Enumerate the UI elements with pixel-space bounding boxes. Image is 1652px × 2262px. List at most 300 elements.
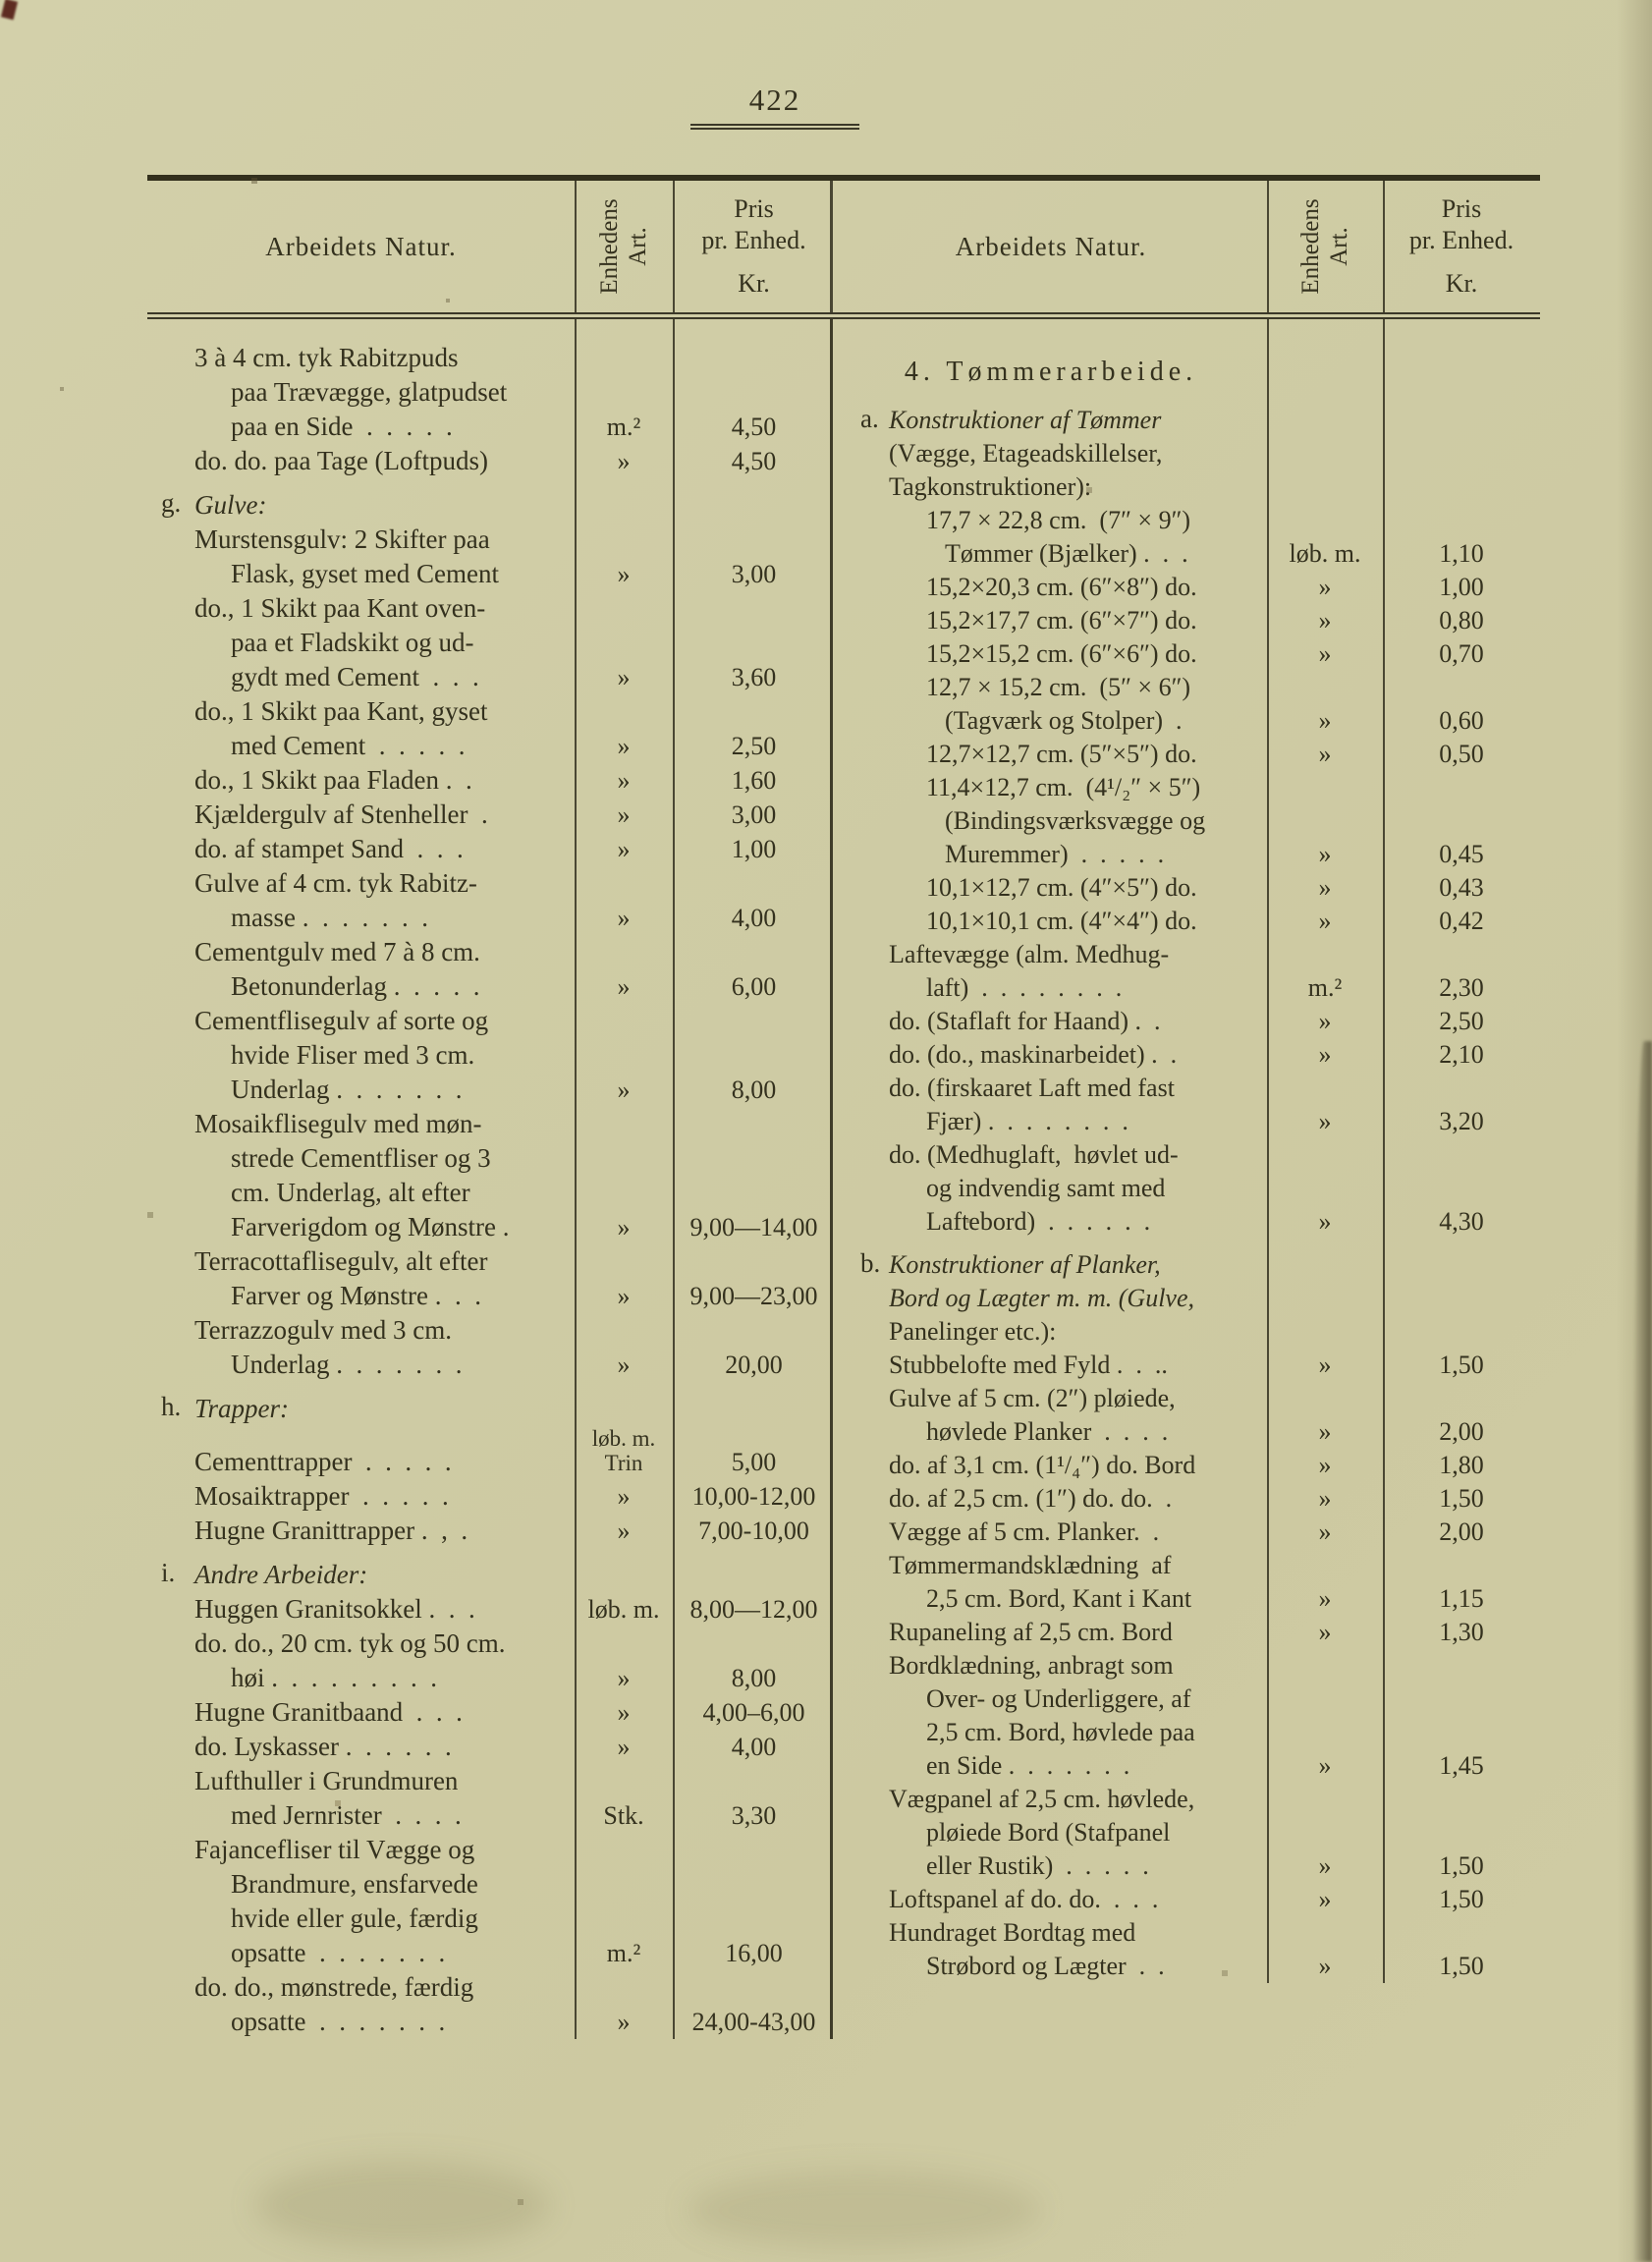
row-line: Bordklædning, anbragt som xyxy=(889,1651,1174,1680)
row-text xyxy=(147,1004,575,1107)
row-unit xyxy=(1267,905,1383,938)
row-text xyxy=(147,444,575,478)
row-price: 4,00 xyxy=(731,904,777,932)
row-line: do., 1 Skikt paa Fladen . . xyxy=(194,765,472,795)
row-text xyxy=(147,341,575,444)
table-header xyxy=(147,175,1540,319)
row-unit-value: løb. m. xyxy=(587,1595,660,1624)
row-line: Cementtrapper . . . . . xyxy=(194,1447,452,1476)
row-price: 1,50 xyxy=(1439,1885,1484,1913)
row-line: hvide eller gule, færdig xyxy=(231,1903,478,1933)
row-line: Fajancefliser til Vægge og xyxy=(194,1835,475,1864)
row-line: med Cement . . . . . xyxy=(231,731,466,760)
row-unit xyxy=(1267,1616,1383,1649)
row-unit xyxy=(1267,1005,1383,1038)
row-price: 6,00 xyxy=(731,972,777,1001)
row-line: Konstruktioner af Tømmer xyxy=(889,406,1162,434)
row-price: 2,00 xyxy=(1439,1417,1484,1446)
unit-header-line2: Art. xyxy=(1326,227,1352,266)
header-rule xyxy=(830,181,833,312)
right-rows xyxy=(835,404,1540,1983)
row-text xyxy=(835,1516,1267,1549)
row-price: 3,30 xyxy=(731,1801,777,1830)
row-unit xyxy=(1267,1349,1383,1382)
row-line: 12,7×12,7 cm. (5″×5″) do. xyxy=(926,740,1197,768)
row-unit-value: » xyxy=(1318,639,1332,668)
row-unit-value: løb. m. xyxy=(1289,539,1361,568)
row-line: do. do. paa Tage (Loftpuds) xyxy=(194,446,489,475)
row-unit-value: » xyxy=(1318,1952,1332,1980)
row-line: Loftspanel af do. do. . . . xyxy=(889,1885,1159,1913)
row-line: Brandmure, ensfarvede xyxy=(231,1869,478,1899)
row-line: 2,5 cm. Bord, høvlede paa xyxy=(926,1718,1195,1746)
row-text xyxy=(835,604,1267,637)
row-unit-value: » xyxy=(617,1351,631,1379)
row-text xyxy=(835,571,1267,604)
row-text xyxy=(835,1349,1267,1382)
row-unit xyxy=(575,557,673,591)
price-header-line1: Pris xyxy=(734,194,774,223)
row-text xyxy=(835,771,1267,871)
row-text xyxy=(147,1514,575,1548)
row-text xyxy=(147,1107,575,1244)
row-price: 4,50 xyxy=(731,413,777,441)
row-line: Bord og Lægter m. m. (Gulve, xyxy=(889,1284,1195,1312)
row-line: Stubbelofte med Fyld . . .. xyxy=(889,1351,1168,1379)
row-unit-value: » xyxy=(1318,1207,1332,1236)
row-line: (Tagværk og Stolper) . xyxy=(945,706,1183,735)
table-row xyxy=(147,1479,835,1514)
row-text xyxy=(147,1392,575,1426)
section-row xyxy=(147,1558,835,1592)
row-price: 7,00-10,00 xyxy=(698,1517,809,1545)
row-unit-value: » xyxy=(617,663,631,691)
row-text xyxy=(147,798,575,832)
row-line: Hugne Granitbaand . . . xyxy=(194,1697,463,1727)
row-text xyxy=(147,1695,575,1730)
row-unit xyxy=(1267,1038,1383,1072)
row-line: Flask, gyset med Cement xyxy=(231,559,499,588)
row-line: paa et Fladskikt og ud- xyxy=(231,628,474,657)
row-line: Huggen Granitsokkel . . . xyxy=(194,1594,475,1624)
row-line: Hugne Granittrapper . , . xyxy=(194,1516,468,1545)
row-unit xyxy=(575,1936,673,1970)
row-line: do. do., 20 cm. tyk og 50 cm. xyxy=(194,1628,506,1658)
row-line: Murstensgulv: 2 Skifter paa xyxy=(194,524,490,554)
table-row xyxy=(835,1382,1540,1449)
row-price: 1,00 xyxy=(1439,573,1484,601)
row-line: Fjær) . . . . . . . . xyxy=(926,1107,1129,1135)
row-line: eller Rustik) . . . . . xyxy=(926,1851,1149,1880)
table-row xyxy=(835,905,1540,938)
row-text xyxy=(835,1482,1267,1516)
row-unit xyxy=(575,798,673,832)
row-line: 15,2×17,7 cm. (6″×7″) do. xyxy=(926,606,1197,634)
row-line: med Jernrister . . . . xyxy=(231,1800,462,1830)
row-line: Mosaiktrapper . . . . . xyxy=(194,1481,449,1511)
row-unit-value: m.² xyxy=(606,1939,641,1967)
row-text xyxy=(147,591,575,694)
page-number: 422 xyxy=(690,83,859,130)
row-unit-value: » xyxy=(1318,606,1332,634)
row-line: opsatte . . . . . . . xyxy=(231,1938,446,1967)
row-line: 15,2×20,3 cm. (6″×8″) do. xyxy=(926,573,1197,601)
row-unit-value: » xyxy=(1318,1007,1332,1035)
row-price: 5,00 xyxy=(731,1448,777,1476)
row-unit xyxy=(575,1592,673,1627)
row-line: cm. Underlag, alt efter xyxy=(231,1178,470,1207)
paper-stain xyxy=(688,2171,1041,2249)
row-line: Terrazzogulv med 3 cm. xyxy=(194,1315,452,1345)
row-line: en Side . . . . . . . xyxy=(926,1751,1130,1780)
row-line: do., 1 Skikt paa Kant oven- xyxy=(194,593,486,623)
section-row xyxy=(147,1392,835,1426)
row-price: 2,30 xyxy=(1439,973,1484,1002)
table-row xyxy=(835,871,1540,905)
table-row xyxy=(147,1426,835,1479)
row-price: 1,50 xyxy=(1439,1952,1484,1980)
row-price: 4,00–6,00 xyxy=(702,1698,805,1727)
header-rule xyxy=(1383,181,1385,312)
row-unit-value: » xyxy=(617,2008,631,2036)
row-unit xyxy=(1267,1205,1383,1239)
row-unit xyxy=(575,1348,673,1382)
row-unit-value: » xyxy=(1318,1351,1332,1379)
row-unit-value: » xyxy=(1318,1107,1332,1135)
row-line: Vægpanel af 2,5 cm. høvlede, xyxy=(889,1785,1195,1813)
row-text xyxy=(147,935,575,1004)
row-line: Underlag . . . . . . . xyxy=(231,1350,463,1379)
table-row xyxy=(147,1627,835,1695)
paper-specks xyxy=(0,0,2,2)
row-line: Gulve af 4 cm. tyk Rabitz- xyxy=(194,868,477,898)
row-unit-value: » xyxy=(617,1698,631,1727)
row-price: 1,60 xyxy=(731,766,777,795)
row-line: Tømmer (Bjælker) . . . xyxy=(945,539,1188,568)
row-unit xyxy=(1267,971,1383,1005)
row-text xyxy=(835,504,1267,571)
row-unit xyxy=(575,660,673,694)
row-unit-value: » xyxy=(617,1733,631,1761)
row-price: 4,00 xyxy=(731,1733,777,1761)
row-unit-value: » xyxy=(1318,1851,1332,1880)
row-line: 3 à 4 cm. tyk Rabitzpuds xyxy=(194,343,459,372)
row-line: pløiede Bord (Stafpanel xyxy=(926,1818,1171,1847)
unit-header-line2: Art. xyxy=(625,227,651,266)
row-price: 8,00 xyxy=(731,1664,777,1692)
row-unit-value: » xyxy=(1318,1451,1332,1479)
row-unit-value: » xyxy=(1318,1517,1332,1546)
row-unit-value: » xyxy=(1318,1584,1332,1613)
row-line: 11,4×12,7 cm. (4¹/₂″ × 5″) xyxy=(926,773,1201,801)
table-row xyxy=(835,1349,1540,1382)
row-text xyxy=(835,404,1267,504)
row-unit-value: m.² xyxy=(1307,973,1343,1002)
row-line: Vægge af 5 cm. Planker. . xyxy=(889,1517,1160,1546)
row-unit xyxy=(1267,1482,1383,1516)
row-unit-value: » xyxy=(617,972,631,1001)
row-unit xyxy=(1267,571,1383,604)
row-line: paa en Side . . . . . xyxy=(231,412,453,441)
row-price: 3,60 xyxy=(731,663,777,691)
price-header-line2: pr. Enhed. xyxy=(1408,226,1514,254)
row-line: do. af 2,5 cm. (1″) do. do. . xyxy=(889,1484,1173,1513)
row-unit-value: » xyxy=(617,1282,631,1310)
ink-smudge xyxy=(1,0,18,20)
row-price: 1,10 xyxy=(1439,539,1484,568)
price-header-line3: Kr. xyxy=(1445,269,1478,298)
row-unit-value: » xyxy=(1318,740,1332,768)
row-text xyxy=(835,1616,1267,1649)
row-price: 1,50 xyxy=(1439,1351,1484,1379)
row-line: Strøbord og Lægter . . xyxy=(926,1952,1165,1980)
table-row xyxy=(147,694,835,763)
header-unit-right xyxy=(1267,181,1383,312)
section-row xyxy=(835,1248,1540,1349)
row-line: paa Trævægge, glatpudset xyxy=(231,377,508,407)
row-line: Gulve af 5 cm. (2″) pløiede, xyxy=(889,1384,1176,1412)
table-body xyxy=(147,319,1540,2039)
row-unit-value: » xyxy=(1318,1040,1332,1069)
row-text xyxy=(147,1833,575,1970)
row-price: 2,00 xyxy=(1439,1517,1484,1546)
row-unit-value: » xyxy=(617,1076,631,1104)
row-unit-value: » xyxy=(1318,1484,1332,1513)
row-unit xyxy=(1267,1950,1383,1983)
row-line: høvlede Planker . . . . xyxy=(926,1417,1169,1446)
row-line: 10,1×12,7 cm. (4″×5″) do. xyxy=(926,873,1197,902)
row-price: 3,00 xyxy=(731,560,777,588)
row-unit xyxy=(1267,537,1383,571)
row-unit xyxy=(1267,1883,1383,1916)
table-row xyxy=(147,591,835,694)
section-row xyxy=(147,488,835,523)
row-label: i. xyxy=(161,1558,176,1587)
row-unit xyxy=(1267,1415,1383,1449)
row-line: gydt med Cement . . . xyxy=(231,662,479,691)
table-row xyxy=(835,938,1540,1005)
row-price: 0,50 xyxy=(1439,740,1484,768)
table-row xyxy=(147,1730,835,1764)
row-unit xyxy=(575,763,673,798)
row-line: Underlag . . . . . . . xyxy=(231,1075,463,1104)
row-line: Farver og Mønstre . . . xyxy=(231,1281,481,1310)
row-unit-value: » xyxy=(617,800,631,829)
table-row xyxy=(147,1970,835,2039)
row-price: 1,45 xyxy=(1439,1751,1484,1780)
row-unit xyxy=(575,901,673,935)
row-text xyxy=(147,694,575,763)
row-line: Kjældergulv af Stenheller . xyxy=(194,800,488,829)
table-row xyxy=(835,504,1540,571)
row-price: 9,00—14,00 xyxy=(689,1213,818,1241)
row-text xyxy=(835,1649,1267,1783)
row-unit xyxy=(1267,1749,1383,1783)
row-price: 4,30 xyxy=(1439,1207,1484,1236)
row-unit xyxy=(1267,637,1383,671)
row-line: do. do., mønstrede, færdig xyxy=(194,1972,474,2002)
row-line: (Bindingsværksvægge og xyxy=(945,806,1206,835)
table-row xyxy=(835,1516,1540,1549)
row-unit xyxy=(575,1426,673,1479)
row-line: strede Cementfliser og 3 xyxy=(231,1143,491,1173)
table-row xyxy=(835,1616,1540,1649)
row-price: 8,00 xyxy=(731,1076,777,1104)
row-line: Tømmermandsklædning af xyxy=(889,1551,1172,1579)
row-line: Cementflisegulv af sorte og xyxy=(194,1006,489,1035)
row-unit xyxy=(1267,704,1383,738)
left-rows xyxy=(147,341,835,2039)
row-price: 24,00-43,00 xyxy=(691,2008,816,2036)
row-unit-value: » xyxy=(1318,1751,1332,1780)
row-price: 1,30 xyxy=(1439,1618,1484,1646)
row-unit-value: Stk. xyxy=(603,1801,644,1830)
row-text xyxy=(835,1072,1267,1138)
row-unit xyxy=(575,410,673,444)
table-row xyxy=(147,1764,835,1833)
row-line: Terracottaflisegulv, alt efter xyxy=(194,1246,488,1276)
row-unit xyxy=(575,1514,673,1548)
row-text xyxy=(147,1627,575,1695)
table-row xyxy=(147,866,835,935)
table-row xyxy=(835,1038,1540,1072)
row-text xyxy=(835,738,1267,771)
row-text xyxy=(147,1592,575,1627)
row-line: 17,7 × 22,8 cm. (7″ × 9″) xyxy=(926,506,1191,534)
table-row xyxy=(835,1005,1540,1038)
table-row xyxy=(835,738,1540,771)
row-price: 2,50 xyxy=(1439,1007,1484,1035)
row-unit-value: » xyxy=(1318,907,1332,935)
row-unit-value: » xyxy=(1318,873,1332,902)
header-nature-left: Arbeidets Natur. xyxy=(265,231,457,261)
row-text xyxy=(147,763,575,798)
row-price: 8,00—12,00 xyxy=(689,1595,818,1624)
row-price: 0,45 xyxy=(1439,840,1484,868)
table-row xyxy=(147,832,835,866)
table-row xyxy=(147,1833,835,1970)
row-unit xyxy=(1267,604,1383,637)
left-column xyxy=(147,319,835,2039)
row-unit xyxy=(1267,838,1383,871)
row-line: do. (firskaaret Laft med fast xyxy=(889,1074,1175,1102)
row-unit-value: » xyxy=(617,447,631,475)
row-unit xyxy=(575,1730,673,1764)
unit-header-rotated xyxy=(595,173,652,320)
row-price: 1,80 xyxy=(1439,1451,1484,1479)
table-row xyxy=(147,523,835,591)
row-price: 16,00 xyxy=(725,1939,783,1967)
table-row xyxy=(835,1138,1540,1239)
row-line: do. af 3,1 cm. (1¹/₄″) do. Bord xyxy=(889,1451,1196,1479)
row-label: b. xyxy=(860,1248,881,1278)
row-line: Tagkonstruktioner): xyxy=(889,472,1092,501)
row-price: 0,43 xyxy=(1439,873,1484,902)
row-unit-value: » xyxy=(1318,1885,1332,1913)
row-price: 0,70 xyxy=(1439,639,1484,668)
row-price: 0,60 xyxy=(1439,706,1484,735)
row-line: do. (do., maskinarbeidet) . . xyxy=(889,1040,1178,1069)
row-text xyxy=(835,637,1267,671)
row-unit xyxy=(575,1073,673,1107)
row-unit-value: m.² xyxy=(606,413,641,441)
row-line: og indvendig samt med xyxy=(926,1174,1166,1202)
row-line: Muremmer) . . . . . xyxy=(945,840,1165,868)
row-text xyxy=(835,1783,1267,1883)
row-text xyxy=(147,523,575,591)
row-unit xyxy=(575,1695,673,1730)
table-row xyxy=(147,1107,835,1244)
row-text xyxy=(835,905,1267,938)
row-unit xyxy=(575,1279,673,1313)
paper-stain xyxy=(255,2161,550,2249)
section-row xyxy=(835,404,1540,504)
row-unit-value: » xyxy=(617,1482,631,1511)
row-line: Gulve: xyxy=(194,490,267,520)
row-text xyxy=(147,488,575,523)
price-header-line2: pr. Enhed. xyxy=(701,226,806,254)
row-price: 2,50 xyxy=(731,732,777,760)
row-text xyxy=(835,1138,1267,1239)
row-text xyxy=(835,1038,1267,1072)
row-line: 15,2×15,2 cm. (6″×6″) do. xyxy=(926,639,1197,668)
row-line: Laftevægge (alm. Medhug- xyxy=(889,940,1170,968)
table-row xyxy=(147,1695,835,1730)
header-nature-right: Arbeidets Natur. xyxy=(955,231,1147,261)
row-price: 1,15 xyxy=(1439,1584,1484,1613)
unit-header-line1: Enhedens xyxy=(596,198,623,295)
row-price: 1,50 xyxy=(1439,1484,1484,1513)
row-unit xyxy=(575,969,673,1004)
row-unit xyxy=(575,832,673,866)
row-text xyxy=(147,1244,575,1313)
row-text xyxy=(147,1730,575,1764)
row-line: høi . . . . . . . . . xyxy=(231,1663,438,1692)
unit-header-rotated xyxy=(1296,173,1353,320)
price-table xyxy=(147,175,1540,2039)
table-row xyxy=(147,935,835,1004)
row-unit xyxy=(575,729,673,763)
row-price: 0,80 xyxy=(1439,606,1484,634)
table-row xyxy=(835,771,1540,871)
right-column xyxy=(835,319,1540,1983)
row-unit-value: » xyxy=(1318,1618,1332,1646)
table-row xyxy=(835,1883,1540,1916)
row-line: 12,7 × 15,2 cm. (5″ × 6″) xyxy=(926,673,1191,701)
row-line: Over- og Underliggere, af xyxy=(926,1684,1191,1713)
row-line: 10,1×10,1 cm. (4″×4″) do. xyxy=(926,907,1197,935)
row-unit xyxy=(575,1479,673,1514)
row-unit-value: » xyxy=(617,1517,631,1545)
row-unit-value: » xyxy=(617,835,631,863)
row-unit-value: » xyxy=(617,766,631,795)
row-line: hvide Fliser med 3 cm. xyxy=(231,1040,475,1070)
row-price: 0,42 xyxy=(1439,907,1484,935)
table-row xyxy=(147,341,835,444)
table-row xyxy=(835,1649,1540,1783)
row-unit-value: » xyxy=(1318,840,1332,868)
row-line: Farverigdom og Mønstre . xyxy=(231,1212,510,1241)
row-unit-value: » xyxy=(617,1213,631,1241)
table-row xyxy=(147,1313,835,1382)
price-header-line1: Pris xyxy=(1441,194,1482,223)
row-text xyxy=(835,671,1267,738)
row-price: 1,50 xyxy=(1439,1851,1484,1880)
row-price: 3,00 xyxy=(731,800,777,829)
table-row xyxy=(147,763,835,798)
row-line: Panelinger etc.): xyxy=(889,1317,1057,1346)
row-text xyxy=(147,1445,575,1479)
